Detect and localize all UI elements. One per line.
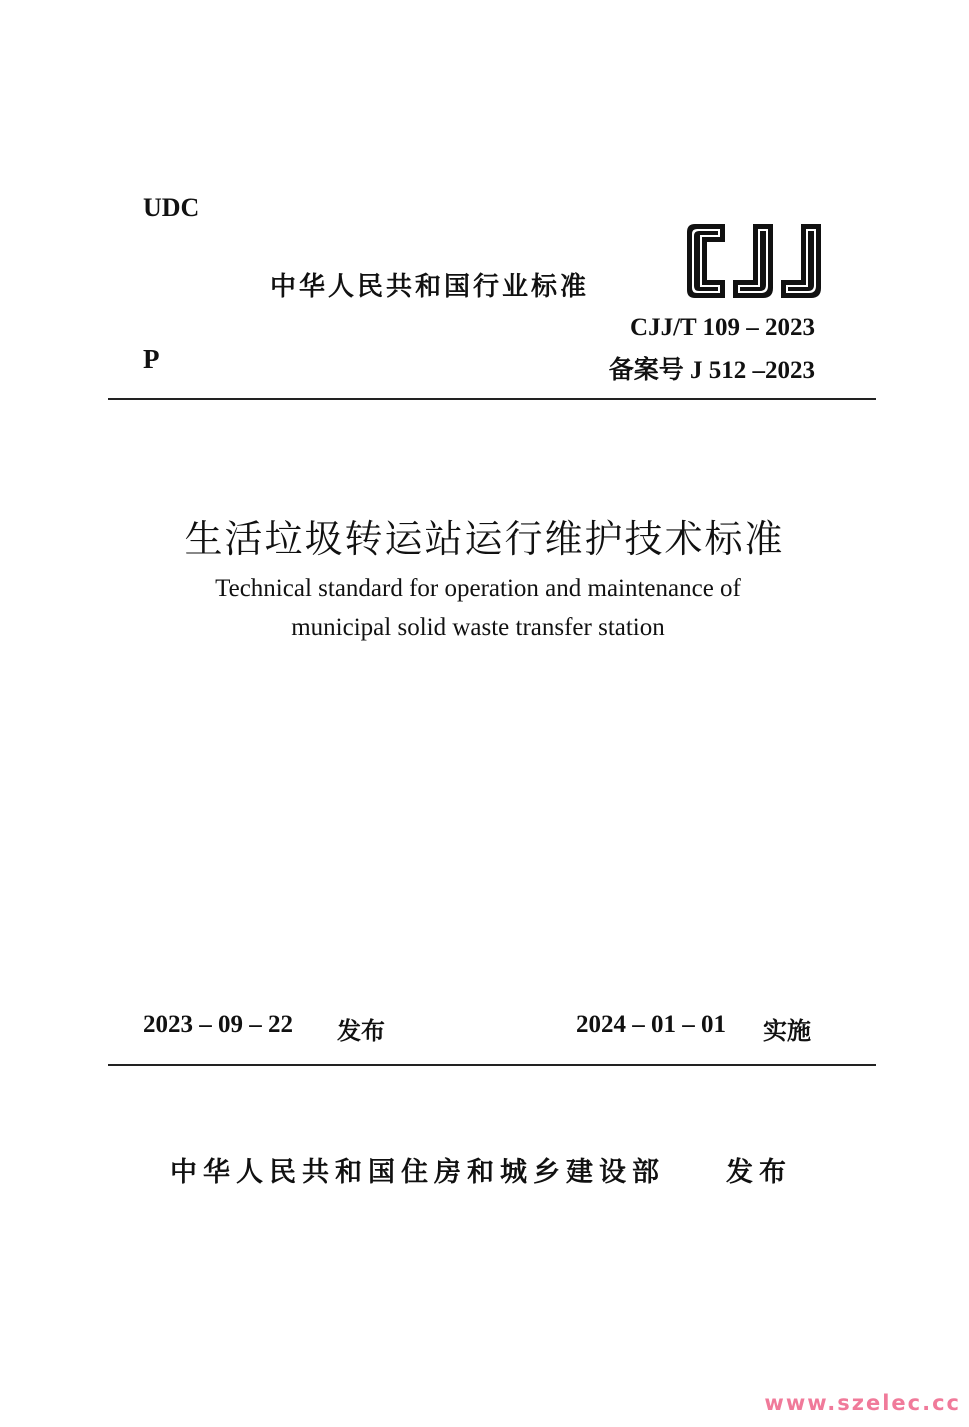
udc-label: UDC: [143, 193, 200, 222]
cjj-logo-graphic: [681, 222, 823, 300]
publisher: 中华人民共和国住房和城乡建设部: [170, 1157, 665, 1188]
issue-label: 发布: [337, 1017, 385, 1045]
record-number: 备案号 J 512 –2023: [608, 357, 815, 384]
category-code: P: [143, 344, 160, 374]
standard-type: 中华人民共和国行业标准: [270, 272, 590, 302]
bottom-divider: [108, 1064, 876, 1066]
standard-number: CJJ/T 109 – 2023: [630, 314, 815, 341]
implement-label: 实施: [763, 1017, 811, 1045]
cjj-logo: [681, 222, 823, 300]
title-chinese: 生活垃圾转运站运行维护技术标准: [184, 517, 785, 561]
title-english-line-2: municipal solid waste transfer station: [291, 614, 665, 641]
publisher-label: 发布: [726, 1157, 792, 1188]
implement-date: 2024 – 01 – 01: [576, 1011, 726, 1038]
logo-letter-j-second: [781, 224, 821, 298]
logo-letter-c: [687, 224, 725, 298]
logo-letter-j: [733, 224, 773, 298]
title-english-line-1: Technical standard for operation and maintenance of: [215, 575, 741, 602]
issue-date: 2023 – 09 – 22: [143, 1011, 293, 1038]
watermark: www.szelec.cc: [764, 1391, 961, 1415]
top-divider: [108, 398, 876, 400]
